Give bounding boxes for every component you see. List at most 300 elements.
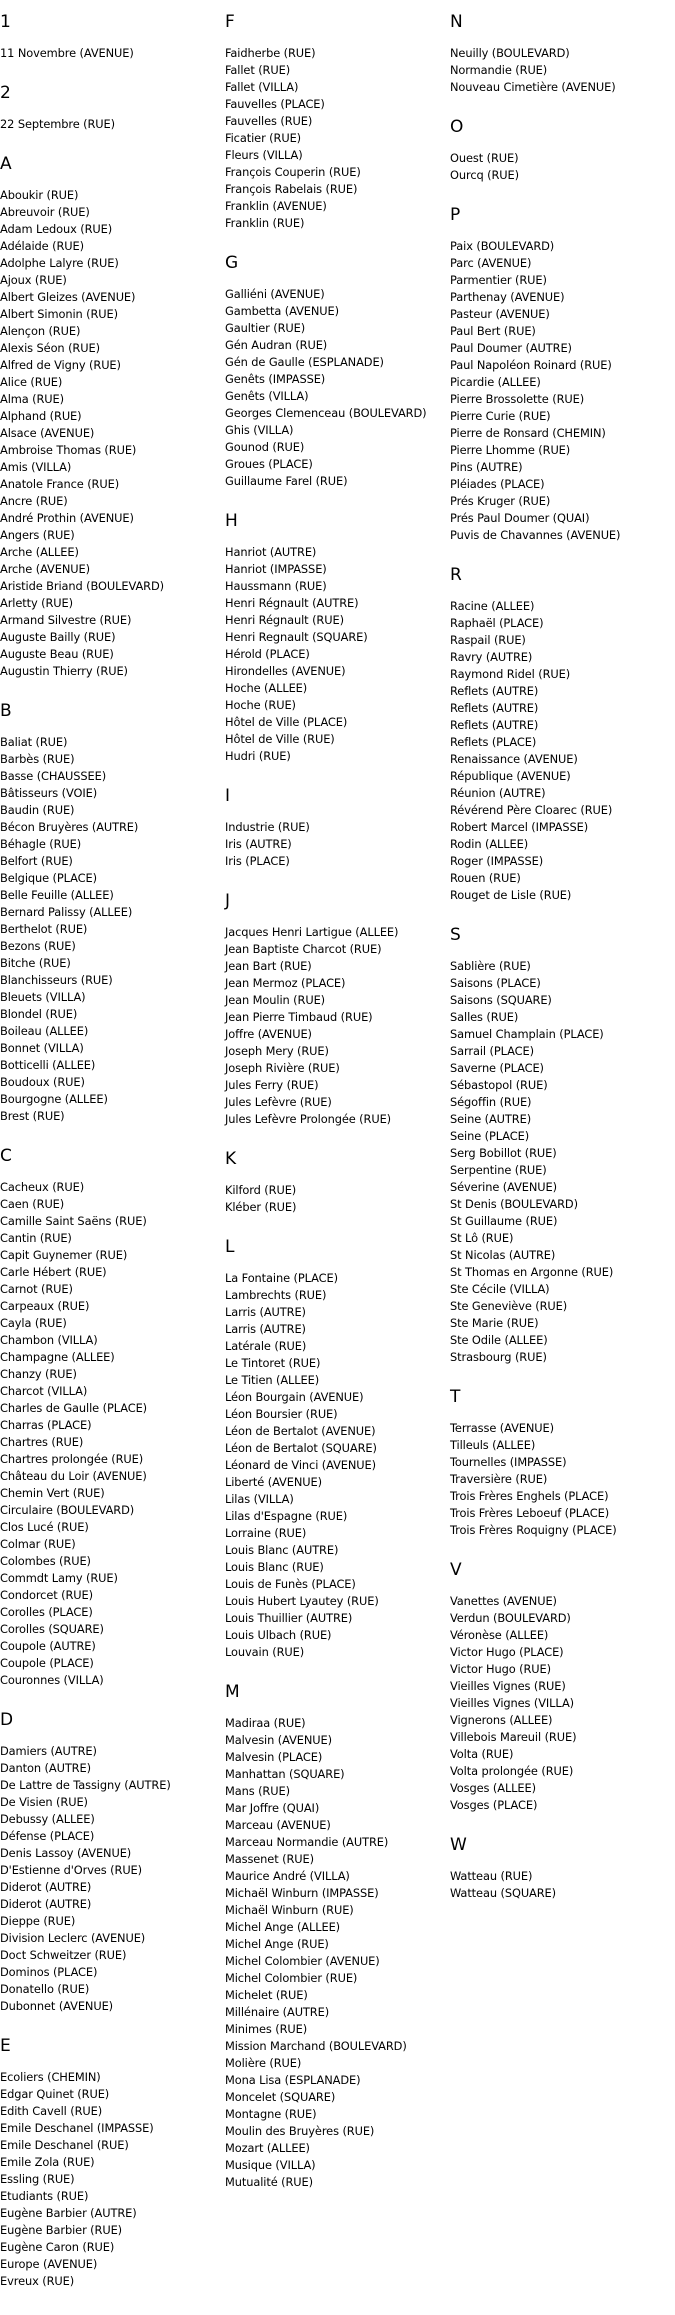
street-entry: Pins (AUTRE)	[450, 460, 523, 474]
street-entry: Terrasse (AVENUE)	[450, 1421, 554, 1435]
street-entry: Arche (AVENUE)	[0, 562, 90, 576]
street-entry: Galliéni (AVENUE)	[225, 287, 325, 301]
street-entry: De Lattre de Tassigny (AUTRE)	[0, 1778, 171, 1792]
street-entry: Ste Cécile (VILLA)	[450, 1282, 550, 1296]
street-entry: Ourcq (RUE)	[450, 168, 519, 182]
street-entry: Michaël Winburn (RUE)	[225, 1903, 354, 1917]
street-entry: Ghis (VILLA)	[225, 423, 294, 437]
street-entry: Boileau (ALLEE)	[0, 1024, 89, 1038]
street-entry: Dominos (PLACE)	[0, 1965, 98, 1979]
street-entry: Malvesin (AVENUE)	[225, 1733, 332, 1747]
street-entry: Léonard de Vinci (AVENUE)	[225, 1458, 376, 1472]
street-entry: Charles de Gaulle (PLACE)	[0, 1401, 148, 1415]
letter-section	[225, 253, 445, 490]
street-entry: Léon Boursier (RUE)	[225, 1407, 338, 1421]
street-list	[225, 544, 445, 765]
street-entry: Aristide Briand (BOULEVARD)	[0, 579, 164, 593]
street-entry: Michel Colombier (RUE)	[225, 1971, 358, 1985]
street-entry: Angers (RUE)	[0, 528, 75, 542]
street-entry: Danton (AUTRE)	[0, 1761, 91, 1775]
street-entry: Alphand (RUE)	[0, 409, 82, 423]
street-entry: Fauvelles (RUE)	[225, 114, 313, 128]
street-entry: Parthenay (AVENUE)	[450, 290, 565, 304]
street-list	[225, 819, 445, 870]
street-entry: Carpeaux (RUE)	[0, 1299, 90, 1313]
street-entry: Hoche (ALLEE)	[225, 681, 308, 695]
street-list	[225, 286, 445, 490]
street-entry: Château du Loir (AVENUE)	[0, 1469, 147, 1483]
street-entry: Raymond Ridel (RUE)	[450, 667, 571, 681]
street-entry: Auguste Bailly (RUE)	[0, 630, 116, 644]
street-entry: Donatello (RUE)	[0, 1982, 90, 1996]
street-entry: Kléber (RUE)	[225, 1200, 297, 1214]
street-entry: Villebois Mareuil (RUE)	[450, 1730, 577, 1744]
street-entry: Debussy (ALLEE)	[0, 1812, 95, 1826]
street-list	[450, 598, 675, 904]
letter-heading: E	[0, 2036, 11, 2056]
street-list	[450, 1593, 675, 1814]
street-entry: Anatole France (RUE)	[0, 477, 120, 491]
street-entry: Eugène Barbier (RUE)	[0, 2223, 123, 2237]
letter-heading: 1	[0, 12, 11, 32]
street-entry: Chambon (VILLA)	[0, 1333, 98, 1347]
street-entry: Joseph Mery (RUE)	[225, 1044, 329, 1058]
street-entry: Couronnes (VILLA)	[0, 1673, 104, 1687]
letter-heading: B	[0, 701, 12, 721]
street-entry: Massenet (RUE)	[225, 1852, 314, 1866]
street-entry: Ajoux (RUE)	[0, 273, 67, 287]
street-entry: Picardie (ALLEE)	[450, 375, 541, 389]
street-entry: Parc (AVENUE)	[450, 256, 532, 270]
letter-section	[0, 1710, 220, 2015]
street-entry: Basse (CHAUSSEE)	[0, 769, 107, 783]
street-entry: Raspail (RUE)	[450, 633, 526, 647]
street-entry: Dubonnet (AVENUE)	[0, 1999, 114, 2013]
street-entry: St Nicolas (AUTRE)	[450, 1248, 556, 1262]
street-entry: Roger (IMPASSE)	[450, 854, 544, 868]
street-entry: Raphaël (PLACE)	[450, 616, 544, 630]
street-entry: St Thomas en Argonne (RUE)	[450, 1265, 614, 1279]
street-entry: Bezons (RUE)	[0, 939, 76, 953]
street-entry: Alsace (AVENUE)	[0, 426, 95, 440]
street-entry: Saverne (PLACE)	[450, 1061, 544, 1075]
street-entry: Blondel (RUE)	[0, 1007, 78, 1021]
street-entry: Condorcet (RUE)	[0, 1588, 93, 1602]
street-entry: Séverine (AVENUE)	[450, 1180, 557, 1194]
street-entry: Lilas (VILLA)	[225, 1492, 294, 1506]
street-entry: Joffre (AVENUE)	[225, 1027, 312, 1041]
street-entry: Emile Zola (RUE)	[0, 2155, 95, 2169]
street-list	[450, 1868, 675, 1902]
street-entry: Pasteur (AVENUE)	[450, 307, 550, 321]
street-list	[450, 1420, 675, 1539]
street-entry: Champagne (ALLEE)	[0, 1350, 115, 1364]
street-entry: Belfort (RUE)	[0, 854, 73, 868]
street-entry: Ségoffin (RUE)	[450, 1095, 532, 1109]
street-entry: Edith Cavell (RUE)	[0, 2104, 103, 2118]
street-entry: Hanriot (AUTRE)	[225, 545, 317, 559]
street-entry: Pierre Curie (RUE)	[450, 409, 551, 423]
street-entry: Latérale (RUE)	[225, 1339, 307, 1353]
street-entry: Chartres (RUE)	[0, 1435, 84, 1449]
street-entry: Kilford (RUE)	[225, 1183, 297, 1197]
street-entry: Chanzy (RUE)	[0, 1367, 77, 1381]
street-entry: Salles (RUE)	[450, 1010, 519, 1024]
street-entry: Alençon (RUE)	[0, 324, 81, 338]
street-entry: Jules Ferry (RUE)	[225, 1078, 319, 1092]
street-list	[450, 150, 675, 184]
street-entry: Auguste Beau (RUE)	[0, 647, 114, 661]
street-entry: Tilleuls (ALLEE)	[450, 1438, 536, 1452]
street-entry: Fleurs (VILLA)	[225, 148, 303, 162]
street-entry: Cantin (RUE)	[0, 1231, 72, 1245]
street-entry: Bleuets (VILLA)	[0, 990, 86, 1004]
street-entry: Ficatier (RUE)	[225, 131, 302, 145]
street-entry: Gaultier (RUE)	[225, 321, 306, 335]
street-entry: Camille Saint Saëns (RUE)	[0, 1214, 147, 1228]
street-entry: Trois Frères Enghels (PLACE)	[450, 1489, 609, 1503]
street-entry: Faidherbe (RUE)	[225, 46, 316, 60]
street-entry: Vieilles Vignes (RUE)	[450, 1679, 566, 1693]
street-entry: Volta prolongée (RUE)	[450, 1764, 574, 1778]
street-entry: Marceau (AVENUE)	[225, 1818, 331, 1832]
street-entry: République (AVENUE)	[450, 769, 571, 783]
street-entry: Augustin Thierry (RUE)	[0, 664, 128, 678]
street-entry: Véronèse (ALLEE)	[450, 1628, 549, 1642]
street-entry: Malvesin (PLACE)	[225, 1750, 323, 1764]
street-entry: Henri Régnault (RUE)	[225, 613, 344, 627]
street-entry: Chartres prolongée (RUE)	[0, 1452, 144, 1466]
street-entry: Watteau (SQUARE)	[450, 1886, 556, 1900]
street-entry: Belle Feuille (ALLEE)	[0, 888, 114, 902]
letter-heading: K	[225, 1149, 237, 1169]
street-entry: Reflets (AUTRE)	[450, 701, 539, 715]
street-entry: Circulaire (BOULEVARD)	[0, 1503, 135, 1517]
street-entry: Denis Lassoy (AVENUE)	[0, 1846, 132, 1860]
street-entry: Clos Lucé (RUE)	[0, 1520, 89, 1534]
street-entry: Serg Bobillot (RUE)	[450, 1146, 557, 1160]
street-entry: Rodin (ALLEE)	[450, 837, 529, 851]
street-entry: Millénaire (AUTRE)	[225, 2005, 330, 2019]
street-entry: Albert Simonin (RUE)	[0, 307, 118, 321]
street-list	[450, 958, 675, 1366]
street-list	[225, 45, 445, 232]
street-entry: Serpentine (RUE)	[450, 1163, 547, 1177]
street-entry: Vieilles Vignes (VILLA)	[450, 1696, 574, 1710]
street-entry: Molière (RUE)	[225, 2056, 302, 2070]
street-entry: Rouget de Lisle (RUE)	[450, 888, 572, 902]
street-entry: St Denis (BOULEVARD)	[450, 1197, 578, 1211]
street-entry: Eugène Caron (RUE)	[0, 2240, 115, 2254]
street-entry: Seine (AUTRE)	[450, 1112, 532, 1126]
street-entry: Saisons (SQUARE)	[450, 993, 552, 1007]
street-entry: Le Tintoret (RUE)	[225, 1356, 321, 1370]
street-entry: Pierre de Ronsard (CHEMIN)	[450, 426, 606, 440]
street-entry: Coupole (AUTRE)	[0, 1639, 96, 1653]
street-list	[225, 1715, 445, 2191]
street-entry: Michel Ange (ALLEE)	[225, 1920, 341, 1934]
street-entry: Louis Ulbach (RUE)	[225, 1628, 332, 1642]
street-entry: Vignerons (ALLEE)	[450, 1713, 553, 1727]
street-entry: Louis de Funès (PLACE)	[225, 1577, 356, 1591]
street-entry: Pierre Brossolette (RUE)	[450, 392, 585, 406]
street-entry: Dieppe (RUE)	[0, 1914, 76, 1928]
street-entry: 22 Septembre (RUE)	[0, 117, 115, 131]
street-list	[450, 238, 675, 544]
letter-section	[225, 891, 445, 1128]
street-entry: Paul Bert (RUE)	[450, 324, 536, 338]
street-entry: Moulin des Bruyères (RUE)	[225, 2124, 375, 2138]
street-entry: Larris (AUTRE)	[225, 1322, 306, 1336]
street-entry: Vosges (PLACE)	[450, 1798, 538, 1812]
street-entry: Eugène Barbier (AUTRE)	[0, 2206, 137, 2220]
street-entry: Lorraine (RUE)	[225, 1526, 307, 1540]
street-entry: Robert Marcel (IMPASSE)	[450, 820, 589, 834]
street-entry: Liberté (AVENUE)	[225, 1475, 322, 1489]
street-entry: Mona Lisa (ESPLANADE)	[225, 2073, 361, 2087]
street-entry: Vosges (ALLEE)	[450, 1781, 536, 1795]
street-entry: Corolles (SQUARE)	[0, 1622, 104, 1636]
street-entry: Industrie (RUE)	[225, 820, 310, 834]
street-entry: Henri Régnault (AUTRE)	[225, 596, 359, 610]
street-entry: Etudiants (RUE)	[0, 2189, 89, 2203]
street-entry: Barbès (RUE)	[0, 752, 75, 766]
street-entry: Damiers (AUTRE)	[0, 1744, 97, 1758]
street-entry: Bécon Bruyères (AUTRE)	[0, 820, 139, 834]
street-entry: Bâtisseurs (VOIE)	[0, 786, 98, 800]
street-list	[225, 1270, 445, 1661]
letter-section	[450, 925, 675, 1366]
street-entry: Franklin (AVENUE)	[225, 199, 327, 213]
street-entry: Chemin Vert (RUE)	[0, 1486, 105, 1500]
street-list	[0, 116, 220, 133]
street-entry: Trois Frères Roquigny (PLACE)	[450, 1523, 617, 1537]
street-entry: Cayla (RUE)	[0, 1316, 67, 1330]
street-entry: Bourgogne (ALLEE)	[0, 1092, 108, 1106]
street-entry: Amis (VILLA)	[0, 460, 72, 474]
street-list	[225, 924, 445, 1128]
street-entry: Renaissance (AVENUE)	[450, 752, 578, 766]
street-entry: Franklin (RUE)	[225, 216, 305, 230]
street-entry: Bonnet (VILLA)	[0, 1041, 84, 1055]
street-entry: François Couperin (RUE)	[225, 165, 361, 179]
street-entry: Genêts (VILLA)	[225, 389, 309, 403]
street-entry: Diderot (AUTRE)	[0, 1880, 92, 1894]
street-entry: Prés Paul Doumer (QUAI)	[450, 511, 590, 525]
street-list	[0, 1179, 220, 1689]
letter-section	[0, 701, 220, 1125]
street-entry: Colombes (RUE)	[0, 1554, 91, 1568]
street-entry: Adélaide (RUE)	[0, 239, 84, 253]
street-entry: Watteau (RUE)	[450, 1869, 533, 1883]
street-entry: Sarrail (PLACE)	[450, 1044, 534, 1058]
street-entry: Alfred de Vigny (RUE)	[0, 358, 121, 372]
street-list	[450, 45, 675, 96]
street-entry: Gounod (RUE)	[225, 440, 305, 454]
street-entry: Nouveau Cimetière (AVENUE)	[450, 80, 616, 94]
street-entry: Ravry (AUTRE)	[450, 650, 533, 664]
street-entry: Joseph Rivière (RUE)	[225, 1061, 340, 1075]
letter-section	[0, 2036, 220, 2290]
street-entry: Louvain (RUE)	[225, 1645, 305, 1659]
street-entry: Emile Deschanel (IMPASSE)	[0, 2121, 154, 2135]
letter-heading: R	[450, 565, 462, 585]
letter-heading: A	[0, 154, 12, 174]
street-entry: Abreuvoir (RUE)	[0, 205, 90, 219]
street-entry: Capit Guynemer (RUE)	[0, 1248, 128, 1262]
street-entry: Bernard Palissy (ALLEE)	[0, 905, 133, 919]
letter-section	[450, 205, 675, 544]
street-entry: 11 Novembre (AVENUE)	[0, 46, 134, 60]
street-entry: Michelet (RUE)	[225, 1988, 308, 2002]
street-entry: La Fontaine (PLACE)	[225, 1271, 338, 1285]
letter-section	[225, 1237, 445, 1661]
street-entry: Neuilly (BOULEVARD)	[450, 46, 570, 60]
letter-section	[450, 117, 675, 184]
street-entry: Reflets (AUTRE)	[450, 718, 539, 732]
street-entry: Louis Blanc (AUTRE)	[225, 1543, 339, 1557]
letter-heading: T	[450, 1387, 461, 1407]
street-entry: Jean Bart (RUE)	[225, 959, 312, 973]
street-entry: Victor Hugo (PLACE)	[450, 1645, 564, 1659]
street-entry: Parmentier (RUE)	[450, 273, 547, 287]
street-entry: Ouest (RUE)	[450, 151, 519, 165]
letter-section	[450, 1560, 675, 1814]
street-entry: Lambrechts (RUE)	[225, 1288, 327, 1302]
street-entry: Caen (RUE)	[0, 1197, 65, 1211]
street-entry: Léon de Bertalot (SQUARE)	[225, 1441, 377, 1455]
street-entry: Alice (RUE)	[0, 375, 63, 389]
street-entry: Carle Hébert (RUE)	[0, 1265, 107, 1279]
street-entry: Henri Regnault (SQUARE)	[225, 630, 368, 644]
street-entry: Musique (VILLA)	[225, 2158, 316, 2172]
street-entry: Hudri (RUE)	[225, 749, 291, 763]
street-entry: Adam Ledoux (RUE)	[0, 222, 113, 236]
street-entry: De Visien (RUE)	[0, 1795, 88, 1809]
street-entry: Iris (PLACE)	[225, 854, 290, 868]
street-entry: Ste Odile (ALLEE)	[450, 1333, 548, 1347]
letter-section	[0, 83, 220, 133]
street-entry: Mans (RUE)	[225, 1784, 290, 1798]
street-entry: Colmar (RUE)	[0, 1537, 76, 1551]
street-entry: Guillaume Farel (RUE)	[225, 474, 348, 488]
street-entry: Madiraa (RUE)	[225, 1716, 306, 1730]
street-entry: Puvis de Chavannes (AVENUE)	[450, 528, 621, 542]
street-entry: Moncelet (SQUARE)	[225, 2090, 336, 2104]
index-column-2	[225, 12, 445, 2212]
street-entry: Mission Marchand (BOULEVARD)	[225, 2039, 407, 2053]
street-entry: Hoche (RUE)	[225, 698, 296, 712]
street-entry: Ste Geneviève (RUE)	[450, 1299, 568, 1313]
street-entry: Essling (RUE)	[0, 2172, 75, 2186]
street-entry: Vanettes (AVENUE)	[450, 1594, 557, 1608]
street-entry: Doct Schweitzer (RUE)	[0, 1948, 127, 1962]
street-entry: Défense (PLACE)	[0, 1829, 95, 1843]
street-entry: Victor Hugo (RUE)	[450, 1662, 551, 1676]
letter-heading: V	[450, 1560, 462, 1580]
street-entry: Hirondelles (AVENUE)	[225, 664, 346, 678]
letter-heading: G	[225, 253, 239, 273]
letter-heading: M	[225, 1682, 240, 1702]
street-entry: Réunion (AUTRE)	[450, 786, 546, 800]
street-entry: Paul Napoléon Roinard (RUE)	[450, 358, 612, 372]
letter-heading: S	[450, 925, 461, 945]
letter-heading: O	[450, 117, 464, 137]
street-entry: Blanchisseurs (RUE)	[0, 973, 113, 987]
street-entry: Samuel Champlain (PLACE)	[450, 1027, 604, 1041]
street-entry: Fauvelles (PLACE)	[225, 97, 325, 111]
street-entry: Manhattan (SQUARE)	[225, 1767, 345, 1781]
street-entry: Hanriot (IMPASSE)	[225, 562, 327, 576]
street-entry: D'Estienne d'Orves (RUE)	[0, 1863, 142, 1877]
street-entry: Sébastopol (RUE)	[450, 1078, 548, 1092]
letter-heading: P	[450, 205, 461, 225]
letter-section	[450, 1387, 675, 1539]
street-entry: Jacques Henri Lartigue (ALLEE)	[225, 925, 399, 939]
letter-section	[450, 565, 675, 904]
street-entry: Alexis Séon (RUE)	[0, 341, 100, 355]
letter-heading: L	[225, 1237, 235, 1257]
street-entry: Paul Doumer (AUTRE)	[450, 341, 572, 355]
letter-section	[0, 1146, 220, 1689]
street-entry: Jean Mermoz (PLACE)	[225, 976, 346, 990]
street-entry: Commdt Lamy (RUE)	[0, 1571, 118, 1585]
street-list	[0, 734, 220, 1125]
street-entry: Seine (PLACE)	[450, 1129, 530, 1143]
street-entry: Lilas d'Espagne (RUE)	[225, 1509, 348, 1523]
street-entry: Gén Audran (RUE)	[225, 338, 328, 352]
street-entry: Larris (AUTRE)	[225, 1305, 306, 1319]
street-entry: Louis Thuillier (AUTRE)	[225, 1611, 353, 1625]
letter-section	[0, 154, 220, 680]
street-entry: Jean Baptiste Charcot (RUE)	[225, 942, 382, 956]
street-entry: Mar Joffre (QUAI)	[225, 1801, 320, 1815]
street-entry: Arche (ALLEE)	[0, 545, 79, 559]
street-entry: Ecoliers (CHEMIN)	[0, 2070, 101, 2084]
letter-heading: W	[450, 1835, 467, 1855]
street-entry: Verdun (BOULEVARD)	[450, 1611, 571, 1625]
index-column-3	[450, 12, 675, 1923]
letter-heading: N	[450, 12, 463, 32]
street-entry: Diderot (AUTRE)	[0, 1897, 92, 1911]
letter-section	[225, 1149, 445, 1216]
street-entry: Jules Lefèvre Prolongée (RUE)	[225, 1112, 392, 1126]
street-entry: Iris (AUTRE)	[225, 837, 292, 851]
street-entry: Louis Hubert Lyautey (RUE)	[225, 1594, 379, 1608]
street-entry: Cacheux (RUE)	[0, 1180, 85, 1194]
street-entry: St Lô (RUE)	[450, 1231, 514, 1245]
street-entry: Brest (RUE)	[0, 1109, 65, 1123]
street-entry: Boudoux (RUE)	[0, 1075, 85, 1089]
street-entry: Rouen (RUE)	[450, 871, 521, 885]
letter-section	[450, 12, 675, 96]
street-entry: Mutualité (RUE)	[225, 2175, 313, 2189]
street-entry: Reflets (AUTRE)	[450, 684, 539, 698]
street-entry: St Guillaume (RUE)	[450, 1214, 558, 1228]
street-entry: Georges Clemenceau (BOULEVARD)	[225, 406, 427, 420]
street-entry: Michel Ange (RUE)	[225, 1937, 329, 1951]
street-entry: Fallet (VILLA)	[225, 80, 299, 94]
street-entry: Hôtel de Ville (PLACE)	[225, 715, 348, 729]
street-entry: Normandie (RUE)	[450, 63, 548, 77]
street-entry: Saisons (PLACE)	[450, 976, 541, 990]
street-entry: Armand Silvestre (RUE)	[0, 613, 132, 627]
letter-heading: I	[225, 786, 231, 806]
street-entry: Mozart (ALLEE)	[225, 2141, 310, 2155]
street-entry: Gén de Gaulle (ESPLANADE)	[225, 355, 384, 369]
street-list	[225, 1182, 445, 1216]
street-entry: Tournelles (IMPASSE)	[450, 1455, 567, 1469]
